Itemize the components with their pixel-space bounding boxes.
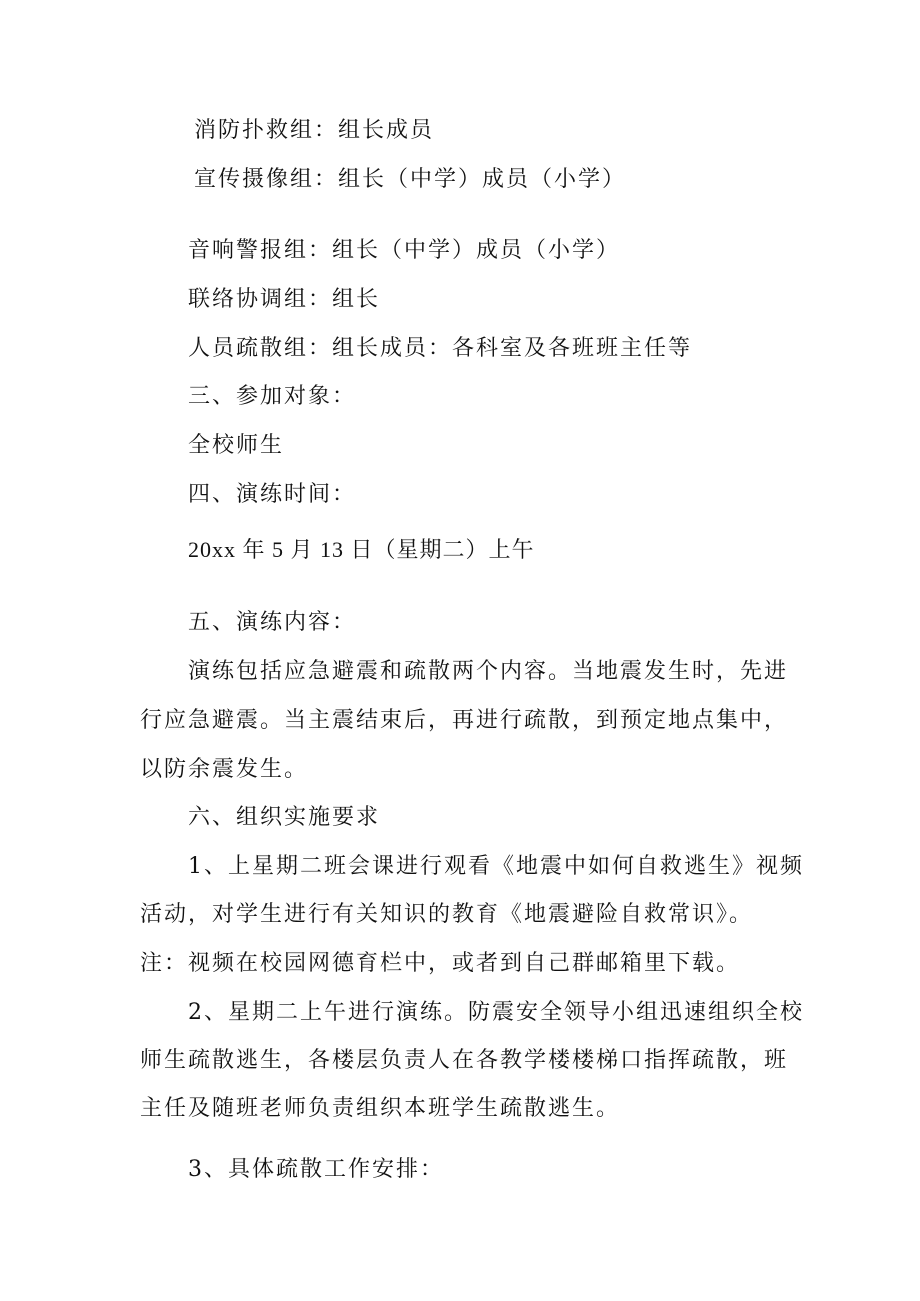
text-line-liaison-group: 联络协调组：组长 [188,287,381,312]
paragraph-line: 师生疏散逃生，各楼层负责人在各教学楼楼梯口指挥疏散，班 [140,1048,789,1073]
paragraph-line: 活动，对学生进行有关知识的教育《地震避险自救常识》。 [140,902,754,927]
paragraph-line: 行应急避震。当主震结束后，再进行疏散，到预定地点集中， [140,708,789,733]
text-line-drill-date: 20xx 年 5 月 13 日（星期二）上午 [188,537,535,562]
text-line-fire-rescue-group: 消防扑救组：组长成员 [194,118,435,143]
text-line-alarm-group: 音响警报组：组长（中学）成员（小学） [188,238,621,263]
text-line-participants: 全校师生 [188,433,285,458]
paragraph-line: 1、上星期二班会课进行观看《地震中如何自救逃生》视频 [188,854,804,879]
text-line-evacuation-group: 人员疏散组：组长成员：各科室及各班班主任等 [188,336,693,361]
note-line: 注：视频在校园网德育栏中，或者到自己群邮箱里下载。 [140,951,741,976]
paragraph-line: 以防余震发生。 [140,757,309,782]
paragraph-line: 2、星期二上午进行演练。防震安全领导小组迅速组织全校 [188,1000,804,1025]
section-heading-drill-content: 五、演练内容： [188,610,357,635]
section-heading-participants: 三、参加对象： [188,384,357,409]
section-heading-requirements: 六、组织实施要求 [188,805,381,830]
paragraph-line: 演练包括应急避震和疏散两个内容。当地震发生时，先进 [188,659,789,684]
paragraph-line: 3、具体疏散工作安排： [188,1157,444,1182]
text-line-publicity-group: 宣传摄像组：组长（中学）成员（小学） [194,167,627,192]
section-heading-drill-time: 四、演练时间： [188,482,357,507]
paragraph-line: 主任及随班老师负责组织本班学生疏散逃生。 [140,1096,621,1121]
